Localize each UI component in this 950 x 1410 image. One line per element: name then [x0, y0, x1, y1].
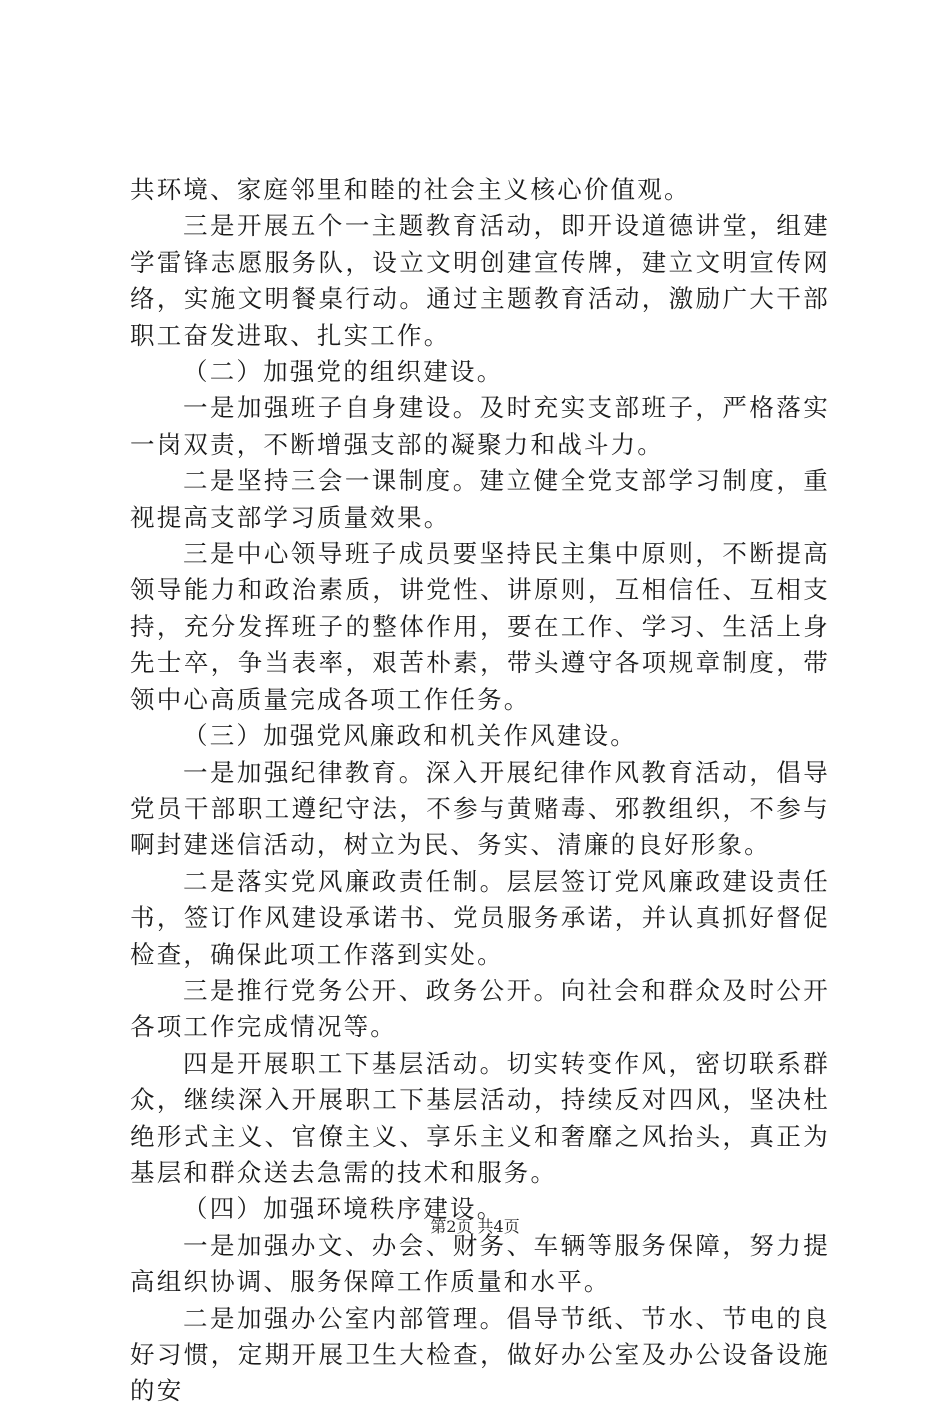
body-paragraph: 三是推行党务公开、政务公开。向社会和群众及时公开各项工作完成情况等。	[130, 975, 830, 1042]
body-paragraph: 四是开展职工下基层活动。切实转变作风，密切联系群众，继续深入开展职工下基层活动，持续反对四风，坚决杜绝形式主义、官僚主义、享乐主义和奢靡之风抬头，真正为基层和群众送去急需的技术和服务。	[130, 1048, 830, 1187]
body-paragraph: 共环境、家庭邻里和睦的社会主义核心价值观。	[130, 175, 691, 204]
body-paragraph: 二是落实党风廉政责任制。层层签订党风廉政建设责任书，签订作风建设承诺书、党员服务承诺，并认真抓好督促检查，确保此项工作落到实处。	[130, 866, 830, 969]
body-paragraph: 三是开展五个一主题教育活动，即开设道德讲堂，组建学雷锋志愿服务队，设立文明创建宣传牌，建立文明宣传网络，实施文明餐桌行动。通过主题教育活动，激励广大干部职工奋发进取、扎实工作。	[130, 211, 830, 350]
page-footer: 第2页 共4页	[430, 1217, 520, 1236]
body-paragraph: 二是坚持三会一课制度。建立健全党支部学习制度，重视提高支部学习质量效果。	[130, 466, 830, 532]
body-paragraph: （二）加强党的组织建设。	[183, 357, 504, 387]
body-paragraph: （四）加强环境秩序建设。	[183, 1194, 504, 1224]
body-paragraph: 一是加强办文、办会、财务、车辆等服务保障，努力提高组织协调、服务保障工作质量和水平。	[130, 1230, 830, 1297]
body-paragraph: 三是中心领导班子成员要坚持民主集中原则，不断提高领导能力和政治素质，讲党性、讲原则，互相信任、互相支持，充分发挥班子的整体作用，要在工作、学习、生活上身先士卒，争当表率，艰苦朴素，带头遵守各项规章制度，带领中心高质量完成各项工作任务。	[130, 539, 830, 714]
body-paragraph: 一是加强纪律教育。深入开展纪律作风教育活动，倡导党员干部职工遵纪守法，不参与黄赌毒、邪教组织，不参与啊封建迷信活动，树立为民、务实、清廉的良好形象。	[130, 757, 830, 860]
body-paragraph: 二是加强办公室内部管理。倡导节纸、节水、节电的良好习惯，定期开展卫生大检查，做好办公室及办公设备设施的安	[130, 1303, 830, 1406]
body-paragraph: 一是加强班子自身建设。及时充实支部班子，严格落实一岗双责，不断增强支部的凝聚力和战斗力。	[130, 393, 830, 459]
body-paragraph: （三）加强党风廉政和机关作风建设。	[183, 721, 637, 751]
